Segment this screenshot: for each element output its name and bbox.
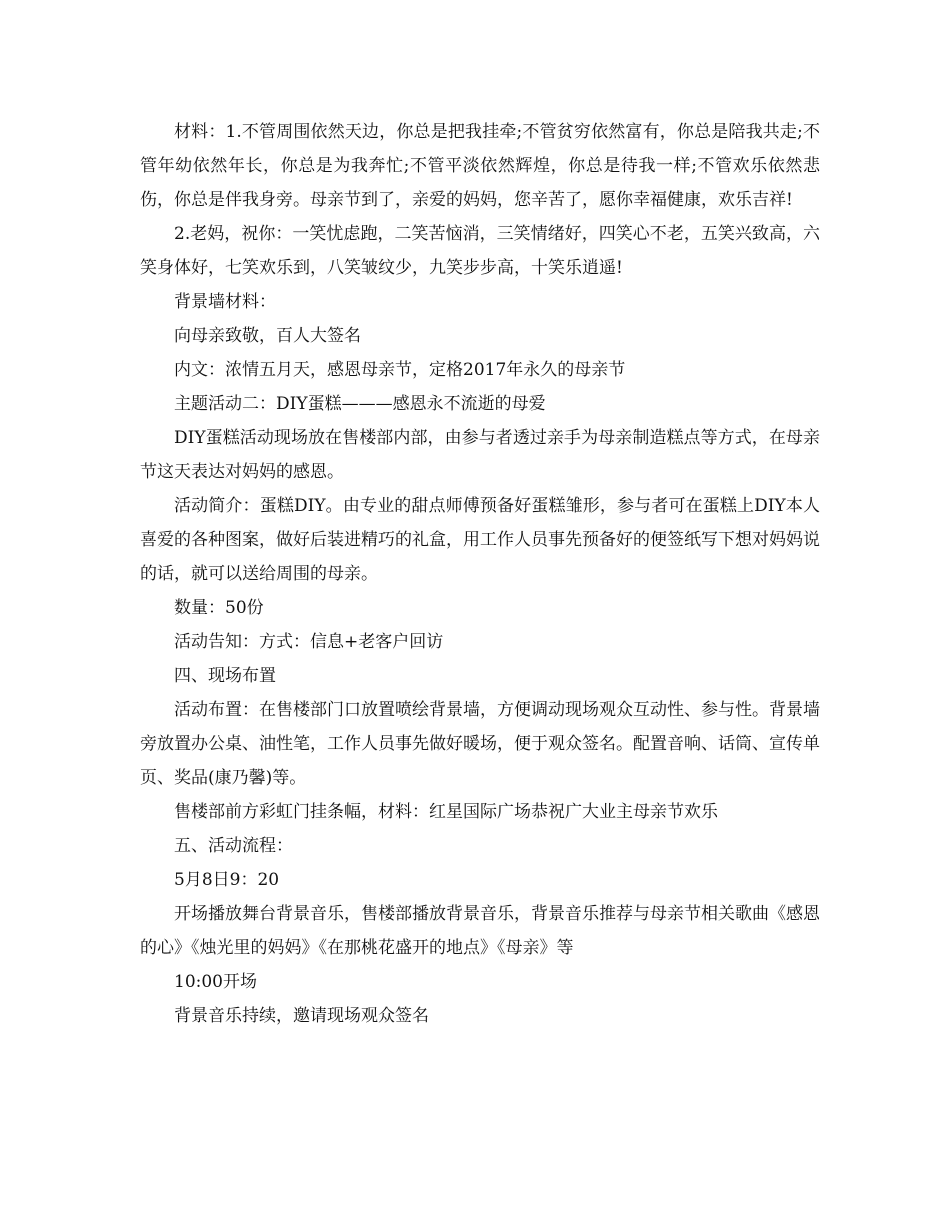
paragraph-signature: 向母亲致敬，百人大签名 <box>174 326 361 346</box>
paragraph-opening-time: 10:00开场 <box>174 972 257 992</box>
paragraph-activity-notice: 活动告知：方式：信息+老客户回访 <box>174 632 444 652</box>
paragraph-activity-layout: 活动布置：在售楼部门口放置喷绘背景墙，方便调动现场观众互动性、参与性。背景墙旁放置办公桌、油性笔，工作人员事先做好暖场，便于观众签名。配置音响、话筒、宣传单页、奖品(康乃馨)等。 <box>140 700 820 788</box>
paragraph-materials-2: 2.老妈，祝你：一笑忧虑跑，二笑苦恼消，三笑情绪好，四笑心不老，五笑兴致高，六笑身体好，七笑欢乐到，八笑皱纹少，九笑步步高，十笑乐逍遥! <box>140 224 820 278</box>
paragraph-quantity: 数量：50份 <box>174 598 264 618</box>
paragraph-activity-intro: 活动简介：蛋糕DIY。由专业的甜点师傅预备好蛋糕雏形，参与者可在蛋糕上DIY本人喜爱的各种图案，做好后装进精巧的礼盒，用工作人员事先预备好的便签纸写下想对妈妈说的话，就可以送给周围的母亲。 <box>140 496 820 584</box>
paragraph-signing: 背景音乐持续，邀请现场观众签名 <box>174 1006 429 1026</box>
paragraph-body-text: 内文：浓情五月天，感恩母亲节，定格2017年永久的母亲节 <box>174 360 626 380</box>
paragraph-materials-1: 材料：1.不管周围依然天边，你总是把我挂牵;不管贫穷依然富有，你总是陪我共走;不管年幼依然年长，你总是为我奔忙;不管平淡依然辉煌，你总是待我一样;不管欢乐依然悲伤，你总是伴我身旁。母亲节到了，亲爱的妈妈，您辛苦了，愿你幸福健康，欢乐吉祥! <box>140 122 820 210</box>
paragraph-wall-materials: 背景墙材料： <box>174 292 276 312</box>
heading-activity-flow: 五、活动流程： <box>174 836 293 856</box>
paragraph-banner: 售楼部前方彩虹门挂条幅，材料：红星国际广场恭祝广大业主母亲节欢乐 <box>174 802 718 822</box>
paragraph-date-time: 5月8日9：20 <box>174 870 280 890</box>
paragraph-opening-music: 开场播放舞台背景音乐，售楼部播放背景音乐，背景音乐推荐与母亲节相关歌曲《感恩的心》《烛光里的妈妈》《在那桃花盛开的地点》《母亲》等 <box>140 904 820 958</box>
heading-site-layout: 四、现场布置 <box>174 666 276 686</box>
paragraph-activity-two-title: 主题活动二：DIY蛋糕———感恩永不流逝的母爱 <box>174 394 546 414</box>
paragraph-diy-location: DIY蛋糕活动现场放在售楼部内部，由参与者透过亲手为母亲制造糕点等方式，在母亲节这天表达对妈妈的感恩。 <box>140 428 820 482</box>
